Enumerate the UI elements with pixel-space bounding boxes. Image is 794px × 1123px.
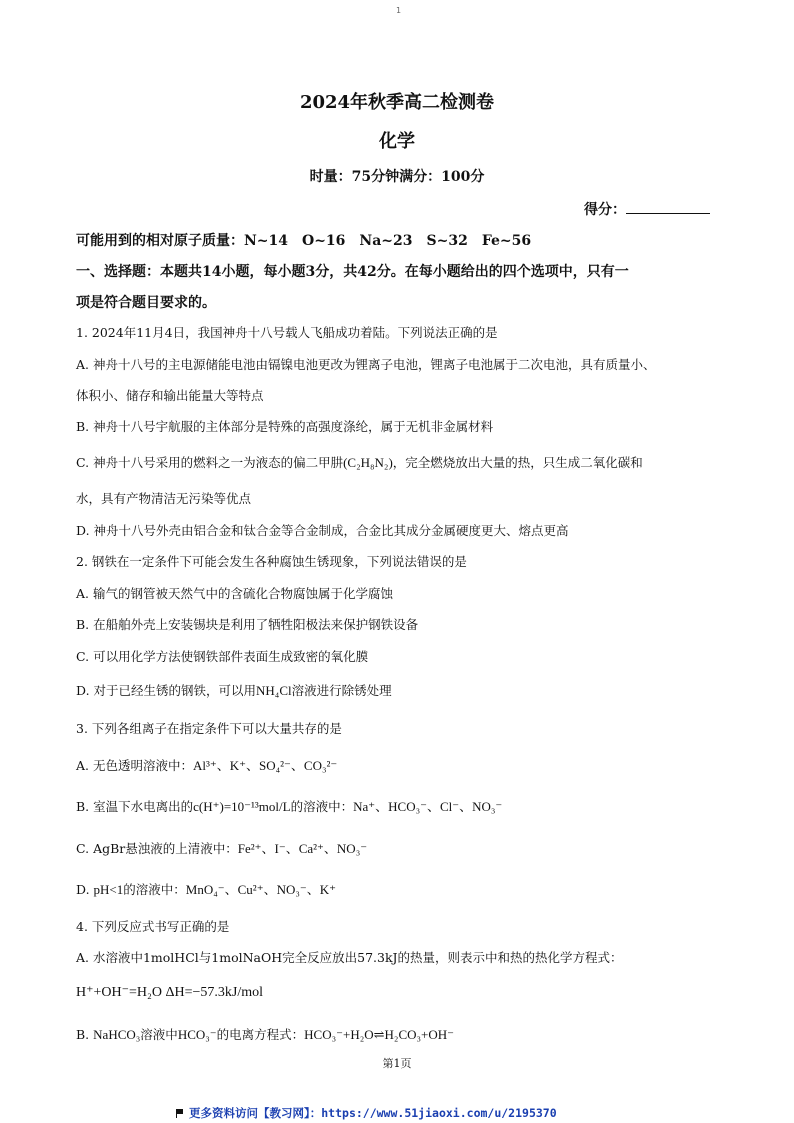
- q3-d-condition: pH<1: [93, 882, 124, 897]
- q4-b-label: B.: [76, 1027, 90, 1042]
- q1-option-a-line2: 体积小、储存和输出能量大等特点: [76, 388, 264, 403]
- q3-stem: 3. 下列各组离子在指定条件下可以大量共存的是: [76, 721, 342, 736]
- score-field: [584, 199, 710, 219]
- page-top-mark: 1: [396, 6, 402, 15]
- score-label: 得分：: [584, 202, 626, 218]
- q3-option-c: [76, 838, 367, 857]
- score-blank: [626, 201, 710, 214]
- q4-option-b: [76, 1025, 454, 1043]
- q3-b-text-pre: B. 室温下水电离出的: [76, 799, 194, 814]
- q2-option-a: A. 输气的钢管被天然气中的含硫化合物腐蚀属于化学腐蚀: [76, 586, 393, 601]
- q3-b-condition: c(H⁺)=10⁻¹³mol/L: [193, 799, 291, 814]
- resource-link[interactable]: [176, 1105, 557, 1121]
- q2-d-text-post: 溶液进行除锈处理: [291, 683, 392, 698]
- q1-option-a-line1: A. 神舟十八号的主电源储能电池由镉镍电池更改为锂离子电池，锂离子电池属于二次电池，具有质量小、: [76, 357, 656, 372]
- q3-d-text-mid: 的溶液中：: [123, 882, 186, 897]
- q1-option-c-line1: [76, 453, 643, 471]
- q2-d-text-pre: D. 对于已经生锈的钢铁，可以用: [76, 683, 257, 698]
- q2-option-b: B. 在船舶外壳上安装锡块是利用了牺牲阳极法来保护钢铁设备: [76, 617, 419, 632]
- q3-d-label: D.: [76, 882, 90, 897]
- q1-option-d: D. 神舟十八号外壳由铝合金和钛合金等合金制成，合金比其成分金属硬度更大、熔点更高: [76, 523, 569, 538]
- q3-a-ions: Al³⁺、K⁺、SO₄²⁻、CO₃²⁻: [192, 758, 338, 773]
- q3-c-text: C. AgBr悬浊液的上清液中：: [76, 841, 238, 856]
- atomic-mass-line: 可能用到的相对原子质量：N~14 O~16 Na~23 S~32 Fe~56: [76, 233, 532, 249]
- q3-option-a: [76, 755, 337, 774]
- page-number: 第1页: [382, 1057, 412, 1070]
- q1-option-b: B. 神舟十八号宇航服的主体部分是特殊的高强度涤纶，属于无机非金属材料: [76, 419, 494, 434]
- q2-option-c: C. 可以用化学方法使钢铁部件表面生成致密的氧化膜: [76, 649, 369, 664]
- q1-stem: 1. 2024年11月4日，我国神舟十八号载人飞船成功着陆。下列说法正确的是: [76, 325, 498, 340]
- q4-b-equation: HCO₃⁻+H₂O⇌H₂CO₃+OH⁻: [304, 1027, 455, 1042]
- exam-subject: 化学: [379, 131, 415, 152]
- q2-stem: 2. 钢铁在一定条件下可能会发生各种腐蚀生锈现象，下列说法错误的是: [76, 554, 467, 569]
- q3-option-b: [76, 796, 502, 815]
- q3-a-text: A. 无色透明溶液中：: [76, 758, 193, 773]
- exam-title: 2024年秋季高二检测卷: [299, 92, 495, 113]
- q2-d-formula: NH₄Cl: [256, 683, 292, 698]
- q4-stem: 4. 下列反应式书写正确的是: [76, 919, 230, 934]
- q1-c-text-post: ，完全燃烧放出大量的热，只生成二氧化碳和: [392, 455, 643, 470]
- q3-d-ions: MnO₄⁻、Cu²⁺、NO₃⁻、K⁺: [185, 882, 336, 897]
- q2-option-d: [76, 681, 392, 699]
- flag-icon: [176, 1109, 185, 1118]
- q4-b-text-mid1: 溶液中: [140, 1027, 178, 1042]
- q4-b-text-mid2: 的电离方程式：: [216, 1027, 305, 1042]
- q3-b-ions: Na⁺、HCO₃⁻、Cl⁻、NO₃⁻: [353, 799, 503, 814]
- q1-c-formula: (C₂H₈N₂): [343, 455, 393, 470]
- q4-b-formula1: NaHCO₃: [93, 1027, 141, 1042]
- section-heading-line2: 项是符合题目要求的。: [76, 295, 216, 311]
- q1-c-text-pre: C. 神舟十八号采用的燃料之一为液态的偏二甲肼: [76, 455, 344, 470]
- q3-option-d: [76, 879, 336, 898]
- q3-b-text-mid: 的溶液中：: [290, 799, 354, 814]
- q1-option-c-line2: 水，具有产物清洁无污染等优点: [76, 491, 252, 506]
- q4-b-formula2: HCO₃⁻: [177, 1027, 217, 1042]
- q4-option-a-line1: A. 水溶液中1molHCl与1molNaOH完全反应放出57.3kJ的热量，则表示中和热的热化学方程式：: [76, 950, 623, 965]
- q3-c-ions: Fe²⁺、I⁻、Ca²⁺、NO₃⁻: [237, 841, 368, 856]
- resource-link-text[interactable]: 更多资料访问【教习网】：https://www.51jiaoxi.com/u/2195370: [189, 1106, 557, 1120]
- section-heading-line1: 一、选择题：本题共14小题，每小题3分，共42分。在每小题给出的四个选项中，只有一: [76, 264, 629, 280]
- q4-option-a-equation: H⁺+OH⁻=H₂O ΔH=−57.3kJ/mol: [76, 985, 264, 1000]
- exam-time-info: 时量：75分钟满分：100分: [309, 169, 485, 185]
